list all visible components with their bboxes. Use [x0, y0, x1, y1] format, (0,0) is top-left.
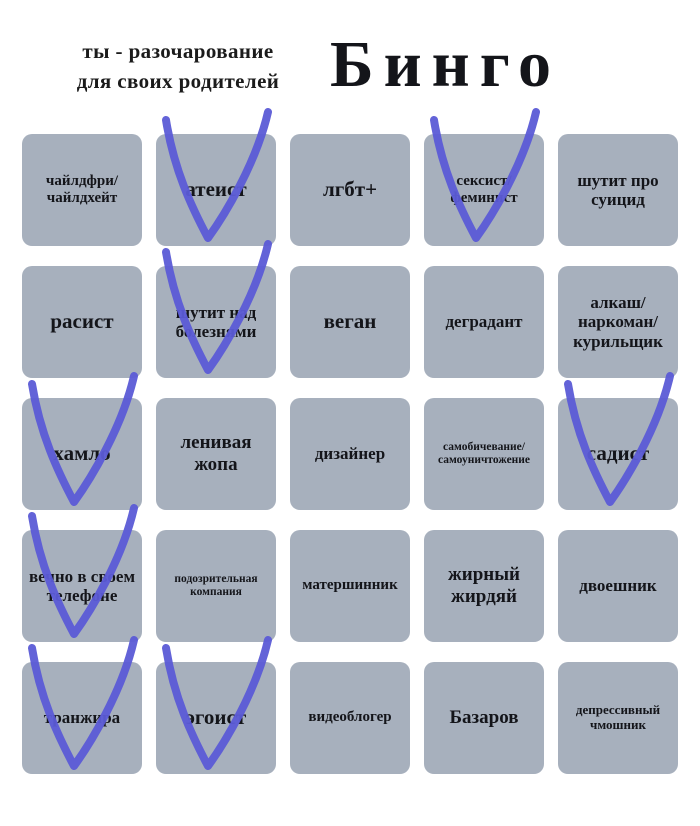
bingo-cell-label: атеист — [185, 177, 247, 202]
bingo-cell[interactable] — [558, 134, 678, 246]
bingo-cell[interactable] — [22, 398, 142, 510]
bingo-cell-label: самобичевание/ самоуничтожение — [437, 440, 531, 466]
bingo-cell[interactable] — [290, 134, 410, 246]
card-subtitle-line-1: ты - разочарование — [82, 39, 274, 63]
bingo-cell[interactable] — [156, 134, 276, 246]
bingo-cell-label: депрессивный чмошник — [575, 702, 661, 732]
bingo-cell[interactable] — [156, 530, 276, 642]
bingo-cell-label: вечно в своем телефоне — [28, 566, 136, 605]
card-subtitle — [28, 36, 328, 96]
bingo-cell-label: матершинник — [302, 577, 398, 594]
bingo-cell[interactable] — [22, 266, 142, 378]
bingo-cell-label: транжира — [43, 708, 121, 728]
bingo-cell-label: расист — [50, 309, 114, 334]
bingo-cell-label: ленивая жопа — [180, 432, 252, 475]
bingo-cell[interactable] — [290, 266, 410, 378]
bingo-cell-label: подозрительная компания — [174, 572, 258, 598]
bingo-cell-label: жирный жирдяй — [447, 564, 521, 607]
bingo-cell[interactable] — [290, 662, 410, 774]
bingo-cell[interactable] — [22, 530, 142, 642]
bingo-cell[interactable] — [558, 398, 678, 510]
bingo-cell[interactable] — [424, 266, 544, 378]
bingo-cell[interactable] — [22, 134, 142, 246]
card-subtitle-line-2: для своих родителей — [76, 69, 280, 93]
bingo-cell[interactable] — [558, 530, 678, 642]
bingo-cell-label: эгоист — [185, 705, 247, 730]
bingo-cell[interactable] — [156, 662, 276, 774]
bingo-cell[interactable] — [424, 134, 544, 246]
bingo-cell-label: Базаров — [449, 707, 519, 729]
bingo-cell-label: веган — [323, 309, 377, 334]
bingo-cell-label: садист — [586, 441, 650, 466]
bingo-cell-label: дизайнер — [314, 444, 386, 464]
card-header — [0, 0, 700, 128]
bingo-cell[interactable] — [22, 662, 142, 774]
bingo-cell-label: чайлдфри/ чайлдхейт — [45, 172, 119, 206]
bingo-cell[interactable] — [290, 530, 410, 642]
bingo-cell-label: деградант — [445, 312, 523, 332]
bingo-cell[interactable] — [558, 662, 678, 774]
bingo-cell-label: шутит над болезнями — [175, 302, 257, 341]
bingo-cell[interactable] — [156, 266, 276, 378]
bingo-cell[interactable] — [290, 398, 410, 510]
bingo-cell-label: сексист/ феминист — [450, 172, 518, 206]
page-title: Бинго — [330, 28, 562, 101]
bingo-cell[interactable] — [558, 266, 678, 378]
bingo-cell-label: видеоблогер — [308, 709, 392, 726]
bingo-cell[interactable] — [424, 530, 544, 642]
bingo-cell-label: двоешник — [579, 576, 657, 596]
bingo-cell-label: лгбт+ — [322, 177, 378, 202]
bingo-cell[interactable] — [424, 398, 544, 510]
bingo-grid — [22, 134, 678, 774]
bingo-cell-label: шутит про суицид — [577, 170, 659, 209]
bingo-cell[interactable] — [156, 398, 276, 510]
bingo-cell[interactable] — [424, 662, 544, 774]
bingo-cell-label: хамло — [53, 441, 111, 466]
bingo-cell-label: алкаш/ наркоман/ курильщик — [573, 292, 663, 351]
